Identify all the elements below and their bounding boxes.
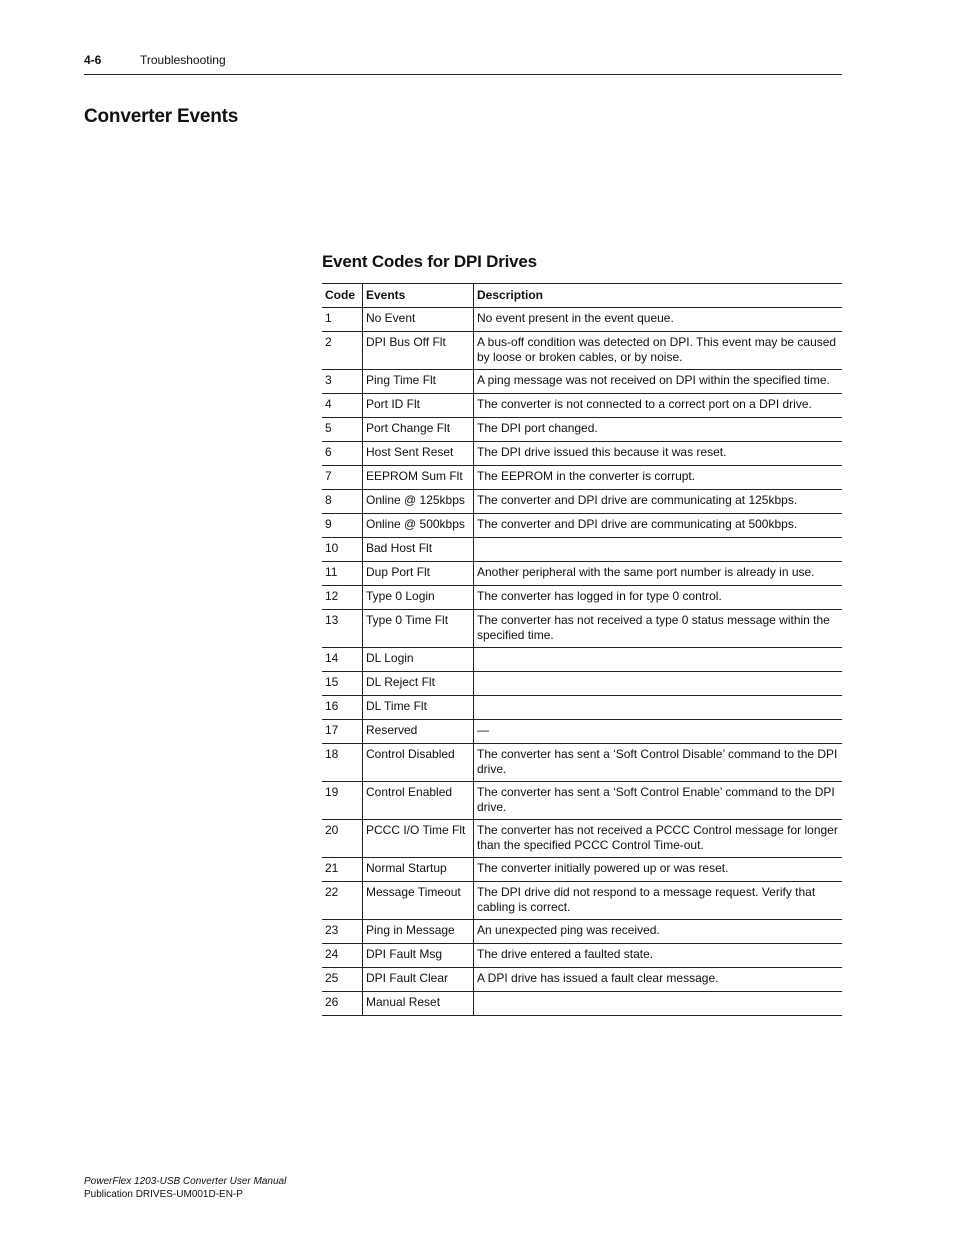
table-row — [322, 393, 842, 417]
event-description-cell: — — [477, 722, 489, 737]
event-description-cell: The converter has sent a ‘Soft Control Enable’ command to the DPI drive. — [477, 784, 835, 814]
event-code-cell: 14 — [322, 647, 363, 671]
event-code-cell: 4 — [322, 393, 363, 417]
event-description-cell: The EEPROM in the converter is corrupt. — [477, 468, 696, 483]
page-footer — [84, 1175, 286, 1201]
event-code-cell: 5 — [322, 417, 363, 441]
event-description-cell — [474, 695, 843, 719]
event-code-cell: 3 — [322, 369, 363, 393]
table-row — [322, 781, 842, 819]
event-name-cell: EEPROM Sum Flt — [363, 465, 474, 489]
table-row — [322, 561, 842, 585]
event-code-cell: 12 — [322, 585, 363, 609]
table-row — [322, 919, 842, 943]
event-description-cell: The converter has logged in for type 0 control. — [477, 588, 722, 603]
table-row — [322, 489, 842, 513]
event-name-cell: Type 0 Login — [363, 585, 474, 609]
event-name-cell: Control Disabled — [363, 743, 474, 781]
event-code-cell: 24 — [322, 943, 363, 967]
event-description-cell: The converter has not received a type 0 status message within the specified time. — [477, 612, 830, 642]
table-row — [322, 513, 842, 537]
event-name-cell: Dup Port Flt — [363, 561, 474, 585]
table-row — [322, 609, 842, 647]
event-name-cell: DPI Fault Msg — [363, 943, 474, 967]
event-description-cell: An unexpected ping was received. — [477, 922, 660, 937]
event-description-cell: The drive entered a faulted state. — [477, 946, 654, 961]
table-row — [322, 331, 842, 369]
event-name-cell: Message Timeout — [363, 881, 474, 919]
event-description-cell: The converter and DPI drive are communicating at 125kbps. — [477, 492, 798, 507]
table-row — [322, 943, 842, 967]
event-code-cell: 25 — [322, 967, 363, 991]
event-description-cell — [474, 647, 843, 671]
event-description-cell: The converter is not connected to a correct port on a DPI drive. — [477, 396, 812, 411]
event-code-cell: 23 — [322, 919, 363, 943]
event-name-cell: Type 0 Time Flt — [363, 609, 474, 647]
event-name-cell: DL Reject Flt — [363, 671, 474, 695]
event-name-cell: DL Time Flt — [363, 695, 474, 719]
table-header-row — [322, 284, 842, 308]
event-description-cell: No event present in the event queue. — [477, 310, 674, 325]
event-name-cell: Manual Reset — [363, 991, 474, 1015]
event-name-cell: PCCC I/O Time Flt — [363, 819, 474, 857]
column-header-description: Description — [477, 288, 544, 302]
event-code-cell: 2 — [322, 331, 363, 369]
section-name: Troubleshooting — [140, 53, 226, 67]
event-description-cell: The DPI drive issued this because it was reset. — [477, 444, 727, 459]
table-row — [322, 537, 842, 561]
event-codes-table — [322, 283, 842, 1016]
table-row — [322, 441, 842, 465]
event-name-cell: Online @ 125kbps — [363, 489, 474, 513]
event-code-cell: 19 — [322, 781, 363, 819]
event-code-cell: 10 — [322, 537, 363, 561]
event-code-cell: 1 — [322, 307, 363, 331]
table-row — [322, 307, 842, 331]
event-description-cell: A DPI drive has issued a fault clear message. — [477, 970, 719, 985]
table-row — [322, 585, 842, 609]
event-name-cell: Ping in Message — [363, 919, 474, 943]
event-code-cell: 13 — [322, 609, 363, 647]
event-description-cell — [474, 991, 843, 1015]
table-title: Event Codes for DPI Drives — [322, 252, 537, 271]
event-description-cell: The converter has sent a ‘Soft Control Disable’ command to the DPI drive. — [477, 746, 838, 776]
event-code-cell: 18 — [322, 743, 363, 781]
event-description-cell — [474, 537, 843, 561]
event-code-cell: 21 — [322, 857, 363, 881]
event-name-cell: Normal Startup — [363, 857, 474, 881]
event-code-cell: 9 — [322, 513, 363, 537]
event-code-cell: 6 — [322, 441, 363, 465]
event-name-cell: Port ID Flt — [363, 393, 474, 417]
table-row — [322, 671, 842, 695]
column-header-code: Code — [322, 284, 363, 308]
table-row — [322, 417, 842, 441]
event-name-cell: Reserved — [363, 719, 474, 743]
event-name-cell: DL Login — [363, 647, 474, 671]
publication-number: Publication DRIVES-UM001D-EN-P — [84, 1189, 243, 1200]
table-row — [322, 967, 842, 991]
page-title: Converter Events — [84, 106, 239, 127]
table-row — [322, 719, 842, 743]
event-name-cell: Online @ 500kbps — [363, 513, 474, 537]
event-description-cell: The DPI port changed. — [477, 420, 598, 435]
event-description-cell: Another peripheral with the same port number is already in use. — [477, 564, 815, 579]
event-code-cell: 8 — [322, 489, 363, 513]
event-description-cell: The converter initially powered up or was reset. — [477, 860, 729, 875]
event-name-cell: DPI Bus Off Flt — [363, 331, 474, 369]
table-row — [322, 857, 842, 881]
table-row — [322, 369, 842, 393]
event-description-cell: A ping message was not received on DPI within the specified time. — [477, 372, 830, 387]
table-row — [322, 695, 842, 719]
column-header-events: Events — [363, 284, 474, 308]
event-name-cell: Host Sent Reset — [363, 441, 474, 465]
table-row — [322, 647, 842, 671]
event-description-cell: The converter and DPI drive are communicating at 500kbps. — [477, 516, 798, 531]
event-description-cell: The converter has not received a PCCC Control message for longer than the specified PCCC Control Time-out. — [477, 822, 838, 852]
event-code-cell: 11 — [322, 561, 363, 585]
manual-title: PowerFlex 1203-USB Converter User Manual — [84, 1176, 287, 1187]
table-row — [322, 991, 842, 1015]
event-name-cell: Port Change Flt — [363, 417, 474, 441]
event-description-cell: A bus-off condition was detected on DPI. This event may be caused by loose or broken cables, or by noise. — [477, 334, 837, 364]
event-name-cell: Control Enabled — [363, 781, 474, 819]
event-code-cell: 15 — [322, 671, 363, 695]
table-row — [322, 465, 842, 489]
event-code-cell: 26 — [322, 991, 363, 1015]
event-name-cell: Bad Host Flt — [363, 537, 474, 561]
event-code-cell: 22 — [322, 881, 363, 919]
event-code-cell: 20 — [322, 819, 363, 857]
event-name-cell: DPI Fault Clear — [363, 967, 474, 991]
event-name-cell: Ping Time Flt — [363, 369, 474, 393]
event-name-cell: No Event — [363, 307, 474, 331]
page-number: 4-6 — [84, 53, 102, 67]
event-code-cell: 7 — [322, 465, 363, 489]
table-row — [322, 819, 842, 857]
event-code-cell: 17 — [322, 719, 363, 743]
page-header — [84, 52, 842, 75]
event-code-cell: 16 — [322, 695, 363, 719]
event-description-cell — [474, 671, 843, 695]
table-row — [322, 881, 842, 919]
event-description-cell: The DPI drive did not respond to a message request. Verify that cabling is correct. — [477, 884, 816, 914]
table-row — [322, 743, 842, 781]
